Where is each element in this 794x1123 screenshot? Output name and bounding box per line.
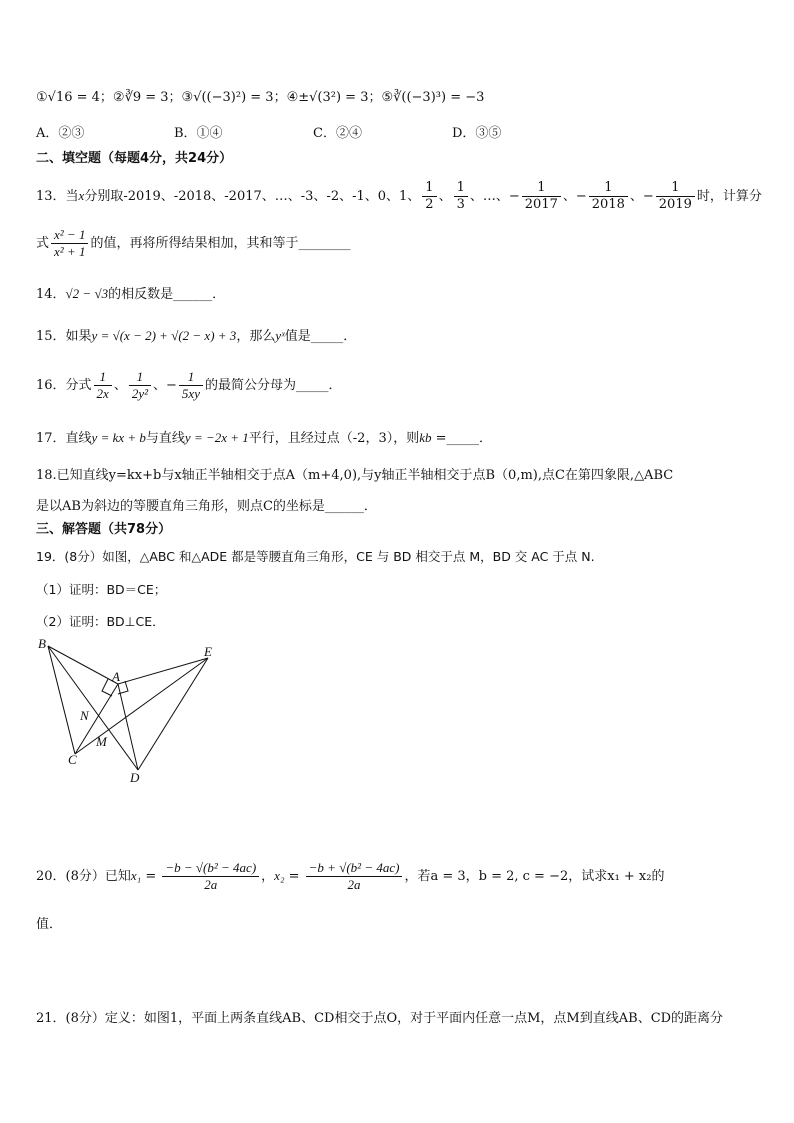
segment-bd [48, 646, 138, 770]
frac-1-5xy: $\frac{1}{5xy}$ [179, 369, 203, 402]
frac-x2: $\frac{\text{x² − 1}}{\text{x² + 1}}$ [51, 227, 88, 260]
section-2-heading: 二、填空题（每题4分，共24分） [36, 151, 233, 166]
q14: 14．√2 − √3的相反数是______． [36, 286, 226, 302]
frac-1-2019: $\frac{1}{2019}$ [656, 180, 695, 213]
frac-1-2: $\frac{1}{2}$ [422, 180, 436, 213]
q13-tail: 时，计算分 [696, 189, 762, 204]
q19-stem: 19．(8分）如图，△ABC 和△ADE 都是等腰直角三角形，CE 与 BD 相交于点 M，BD 交 AC 于点 N. [36, 549, 595, 564]
label-c: C [68, 752, 77, 767]
segment-ad [118, 684, 138, 770]
section-3-heading: 三、解答题（共78分） [36, 522, 172, 537]
frac-1-2y2: $\frac{1}{\text{2y²}}$ [129, 369, 151, 402]
label-d: D [130, 770, 140, 785]
q13-line1: 13．当x分别取-2019、-2018、-2017、…、-3、-2、-1、0、1、 $\frac{1}{2}$ 、 $\frac{1}{3}$ 、…、− $\frac{1}{2017}$ 、− $\frac{1}{2018}$ 、− $\frac{1}{2019}$ 时，计算分 [36, 180, 762, 212]
q13-line2 [36, 224, 350, 264]
q16: 16．分式 $\frac{1}{2x}$ 、 $\frac{1}{\text{2y²}}$ 、− $\frac{1}{5xy}$ 的最简公分母为_____． [36, 369, 342, 401]
q13-line2-tail: 的值，再将所得结果相加，其和等于________ [90, 236, 351, 251]
frac-1-2018: $\frac{1}{2018}$ [589, 180, 628, 213]
x2: x₂ [274, 868, 285, 883]
right-angle-bac [102, 679, 112, 696]
q15: 15．如果y = √(x − 2) + √(2 − x) + 3，那么yˣ值是_____． [36, 328, 357, 344]
q19-part2: （2）证明：BD⊥CE． [36, 614, 165, 629]
segment-ba [48, 646, 118, 684]
q13-line2-lead: 式 [36, 236, 50, 251]
q12-choice-c: C．②④ [313, 126, 362, 141]
q18-line1: 18.已知直线y=kx+b与x轴正半轴相交于点A（m+4,0),与y轴正半轴相交于点B（0,m),点C在第四象限,△ABC [36, 468, 674, 483]
q12-choice-b: B．①④ [174, 126, 223, 141]
q13-dots: 、…、− [469, 189, 520, 204]
frac-x1: $\frac{\text{−b − √(b² − 4ac)}}{2a}$ [162, 860, 259, 893]
label-n: N [80, 708, 89, 723]
q14-expr: √2 − √3 [65, 286, 109, 301]
label-a: A [112, 669, 120, 684]
label-b: B [38, 636, 46, 651]
segment-ce [75, 658, 208, 754]
segment-bc [48, 646, 75, 754]
q13-lead: 13．当 [36, 189, 79, 204]
frac-1-3: $\frac{1}{3}$ [454, 180, 468, 213]
q21-line1: 21．(8分）定义：如图1，平面上两条直线AB、CD相交于点O，对于平面内任意一点M，点M到直线AB、CD的距离分 [36, 1011, 724, 1026]
q12-statements: ①√16 = 4；②∛9 = 3；③√((−3)²) = 3；④±√(3²) = 3；⑤∛((−3)³) = −3 [36, 90, 485, 105]
frac-1-2017: $\frac{1}{2017}$ [522, 180, 561, 213]
label-e: E [204, 644, 212, 659]
q19-part1: （1）证明：BD＝CE； [36, 582, 167, 597]
q20-line2: 值． [36, 917, 63, 932]
q15-expr: y = √(x − 2) + √(2 − x) + 3 [91, 328, 237, 343]
q12-choice-d: D．③⑤ [452, 126, 502, 141]
q13-mid: 分别取-2019、-2018、-2017、…、-3、-2、-1、0、1、 [84, 189, 421, 204]
q15-power: yˣ [275, 328, 285, 343]
label-m: M [96, 734, 107, 749]
q19-figure [30, 636, 230, 786]
frac-x2: $\frac{\text{−b + √(b² − 4ac)}}{2a}$ [306, 860, 403, 893]
q12-choice-a: A．②③ [36, 126, 85, 141]
q17: 17．直线y = kx + b与直线y = −2x + 1平行，且经过点（-2，3），则kb =_____． [36, 430, 493, 446]
q18-line2: 是以AB为斜边的等腰直角三角形，则点C的坐标是______． [36, 499, 377, 514]
q20-line1: 20．(8分）已知x₁ = $\frac{\text{−b − √(b² − 4ac)}}{2a}$ ，x₂ = $\frac{\text{−b + √(b² − 4ac)}}{2a}$ ，若a = 3，b = 2, c = −2，试求x₁ + x₂的 [36, 860, 665, 892]
frac-1-2x: $\frac{1}{2x}$ [94, 369, 112, 402]
x1: x₁ [130, 868, 142, 883]
